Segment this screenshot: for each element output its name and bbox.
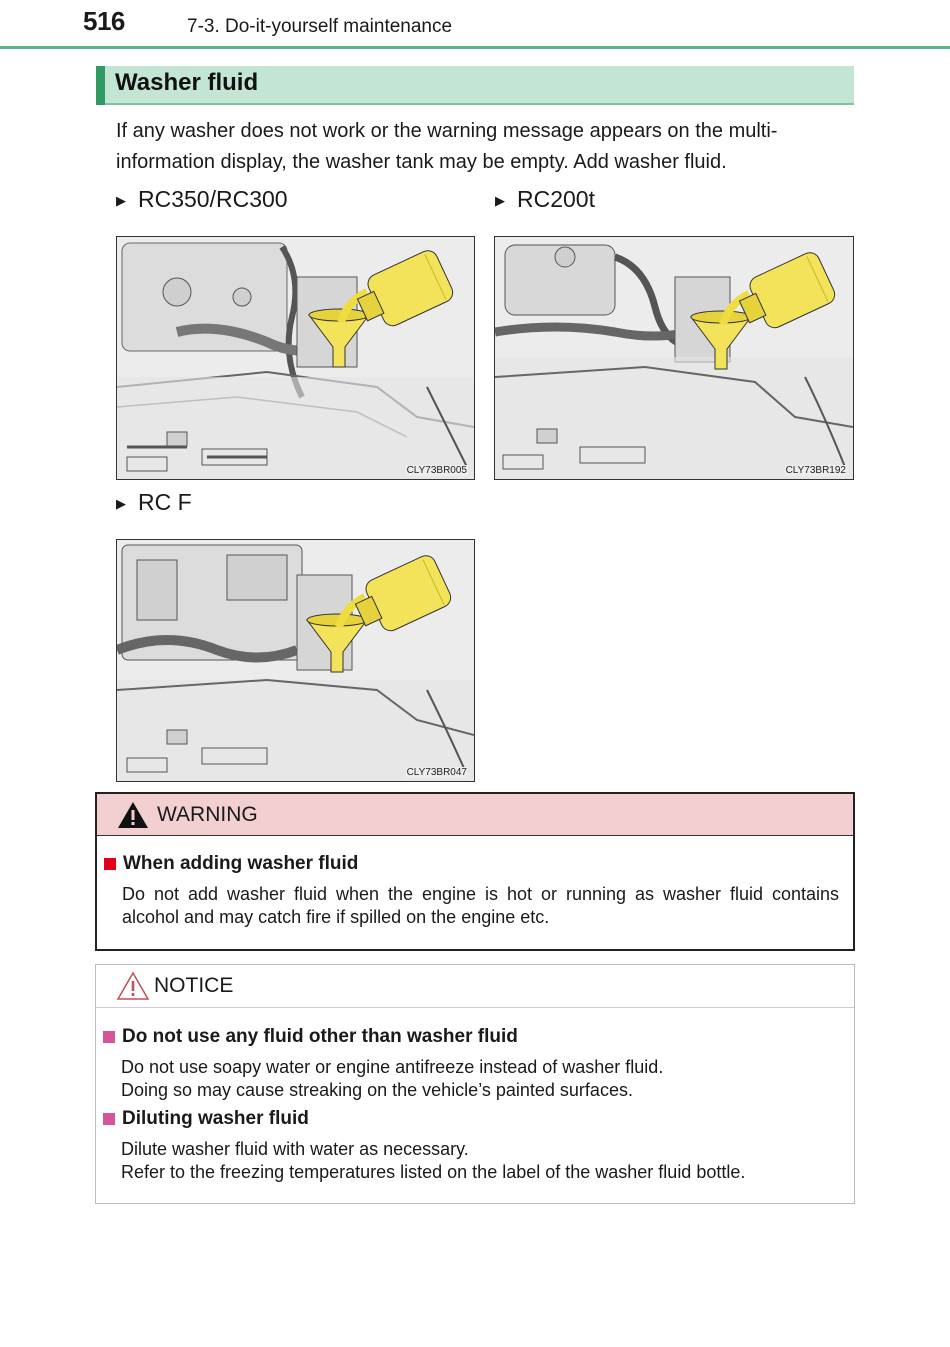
square-bullet-icon: [103, 1113, 115, 1125]
intro-paragraph: If any washer does not work or the warning message appears on the multi-information display, the washer tank may be empty. Add washer fluid.: [116, 120, 778, 173]
notice-box: [95, 964, 855, 1204]
model-name: RC200t: [517, 186, 595, 212]
figure-code: CLY73BR192: [785, 465, 846, 476]
model-label-rcf: [116, 489, 192, 516]
notice-item-title: [103, 1108, 309, 1130]
illustration-rc350: [116, 236, 475, 480]
notice-item-title-text: Do not use any fluid other than washer fluid: [122, 1026, 518, 1047]
header-divider: [0, 46, 950, 49]
warning-triangle-icon: [117, 801, 149, 829]
warning-item-title-text: When adding washer fluid: [123, 853, 359, 874]
notice-header: [96, 965, 854, 1008]
warning-item-title: [104, 853, 358, 875]
notice-item-line: Doing so may cause streaking on the vehicle’s painted surfaces.: [121, 1080, 633, 1100]
square-bullet-icon: [103, 1031, 115, 1043]
illustration-rcf: [116, 539, 475, 782]
figure-code: CLY73BR005: [406, 465, 467, 476]
triangle-bullet-icon: ▶: [495, 192, 505, 208]
section-title: 7-3. Do-it-yourself maintenance: [187, 16, 453, 37]
notice-title: NOTICE: [154, 974, 234, 997]
triangle-bullet-icon: ▶: [116, 192, 126, 208]
heading-accent: [96, 66, 105, 105]
page-number: 516: [83, 6, 125, 36]
engine-bay-illustration: [495, 237, 853, 479]
notice-triangle-icon: [116, 971, 150, 1001]
model-label-rc200t: [495, 186, 595, 213]
engine-bay-illustration: [117, 540, 474, 781]
heading-title: Washer fluid: [115, 69, 259, 96]
notice-item-title: [103, 1026, 518, 1048]
model-label-rc350: [116, 186, 288, 213]
section-heading: [96, 66, 854, 105]
model-name: RC F: [138, 489, 192, 515]
notice-item-line: Refer to the freezing temperatures listed on the label of the washer fluid bottle.: [121, 1162, 746, 1182]
warning-item-text: Do not add washer fluid when the engine is hot or running as washer fluid contains alcohol and may catch fire if spilled on the engine etc.: [122, 884, 839, 927]
notice-item-title-text: Diluting washer fluid: [122, 1108, 309, 1129]
engine-bay-illustration: [117, 237, 474, 479]
notice-item-line: Dilute washer fluid with water as necessary.: [121, 1139, 469, 1159]
square-bullet-icon: [104, 858, 116, 870]
warning-box: [95, 792, 855, 951]
warning-header: [97, 794, 853, 836]
figure-code: CLY73BR047: [406, 767, 467, 778]
warning-title: WARNING: [157, 802, 258, 826]
model-name: RC350/RC300: [138, 186, 288, 212]
triangle-bullet-icon: ▶: [116, 495, 126, 511]
illustration-rc200t: [494, 236, 854, 480]
notice-item-line: Do not use soapy water or engine antifreeze instead of washer fluid.: [121, 1057, 664, 1077]
